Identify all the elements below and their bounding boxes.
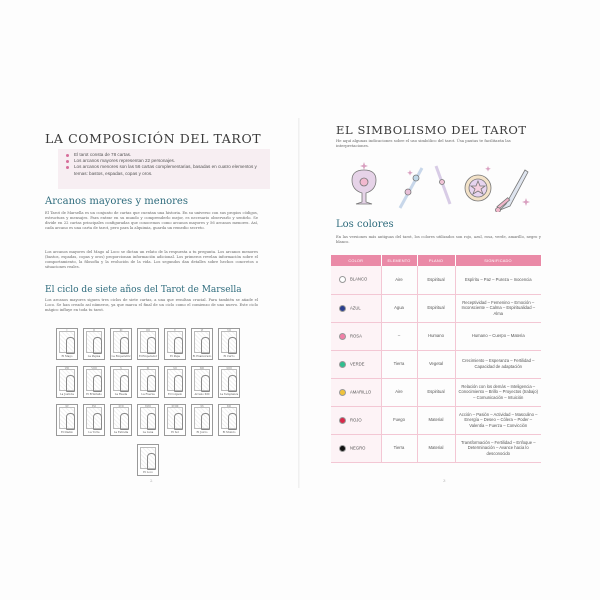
card-name: La Rueda [114, 392, 128, 396]
card-name: El Carro [223, 354, 235, 358]
coin-icon [465, 175, 491, 201]
intro-text: He aquí algunas indicaciones sobre el uso simbólico del tarot. Úsa pautas te facilitarán las interpretaciones. [336, 138, 511, 148]
card-illustration [167, 331, 183, 353]
elemento-cell: Aire [381, 266, 417, 294]
color-name: AZUL [350, 305, 361, 311]
tarot-card [137, 366, 159, 398]
card-illustration [59, 369, 75, 391]
color-cell [331, 350, 381, 378]
card-name: El Papa [170, 354, 180, 358]
card-illustration [221, 331, 237, 353]
card-illustration [113, 407, 129, 429]
significado-cell: Espíritu – Paz – Pureza – Inocencia [455, 266, 541, 294]
card-illustration [167, 407, 183, 429]
card-illustration [86, 331, 102, 353]
tarot-card [56, 404, 78, 436]
bullet-item: El tarot consta de 78 cartas. [66, 152, 262, 158]
tarot-card [191, 404, 213, 436]
card-name: La Templanza [219, 392, 239, 396]
table-row [331, 322, 541, 350]
card-illustration [113, 369, 129, 391]
card-name: El Colgado [167, 392, 183, 396]
card-illustration [86, 369, 102, 391]
section-heading-arcanos: Arcanos mayores y menores [45, 196, 188, 207]
card-name: La Justicia [60, 392, 74, 396]
paragraph: El Tarot de Marsella es un conjunto de cartas que cuentan una historia. En su universo con sus propios códigos, estructura y mensajes. Para entrar en su mundo y comprenderlo mejor, es necesario observarlo y sentirlo. Se divide en 22 cartas principales configuradas que conocemos como arcanos mayores y 56 arcanos menores. Así, cada arcano es una carta de tarot, pero para la alquimia, guarda un remedio secreto. [45, 211, 258, 230]
card-name: La Emperatriz [111, 354, 131, 358]
plano-cell: Humano [417, 322, 455, 350]
card-name: Arcano XIII [194, 392, 210, 396]
wand-icon [400, 168, 422, 208]
color-swatch-icon [339, 389, 346, 396]
colors-table [331, 255, 542, 463]
card-name: El Juicio [196, 430, 208, 434]
tarot-card [218, 328, 240, 360]
column-header: SIGNIFICADO [455, 255, 541, 266]
color-name: VERDE [350, 361, 365, 367]
column-header: PLANO [417, 255, 455, 266]
column-header: ELEMENTO [381, 255, 417, 266]
plano-cell: Vegetal [417, 350, 455, 378]
card-name: El Emperador [138, 354, 158, 358]
baton-icon [436, 166, 450, 204]
card-name: El Loco [143, 470, 153, 474]
card-name: El Mago [61, 354, 73, 358]
table-row [331, 350, 541, 378]
card-name: El Diablo [60, 430, 74, 434]
card-illustration [59, 407, 75, 429]
paragraph: Los arcanos mayores del Mago al Loco se dictan un relato de la respuesta a tu pregunta. Los arcanos menores (bastos, espadas, copas y oros) proporcionan información adicional. Los primeros revelan información sobre el comportamiento, la filosofía y la evolución de la vida. Los segundos dan detalles sobre hechos concretos o situaciones reales. [45, 250, 258, 269]
elemento-cell: Tierra [381, 434, 417, 462]
tarot-card [83, 328, 105, 360]
section-heading-colores: Los colores [336, 219, 394, 230]
section-heading-ciclo: El ciclo de siete años del Tarot de Marsella [45, 285, 242, 295]
bullet-item: Los arcanos mayores representan 22 personajes. [66, 158, 262, 164]
color-swatch-icon [339, 333, 346, 340]
color-name: BLANCO [350, 276, 368, 282]
paragraph: Los arcanos mayores siguen tres ciclos de siete cartas, a una que resultan crucial. Para también se añade el Loco. Se han creado así números, ya que marca el final de un ciclo como el comienzo de uno nuevo. Este ciclo mágico influye en toda tu tarot. [45, 298, 258, 312]
right-page-title: EL SIMBOLISMO DEL TAROT [336, 123, 527, 137]
tarot-card [164, 366, 186, 398]
card-illustration [140, 447, 156, 469]
tarot-symbols-illustration [350, 160, 540, 212]
tarot-card [83, 366, 105, 398]
plano-cell: Espiritual [417, 294, 455, 322]
color-cell [331, 294, 381, 322]
significado-cell: Acción – Pasión – Actividad – Masculino – Energía – Deseo – Cólera – Poder – Valentía – Fuerza – Convicción [455, 406, 541, 434]
plano-cell: Espiritual [417, 266, 455, 294]
color-name: NEGRO [350, 445, 366, 451]
table-row [331, 294, 541, 322]
card-illustration [140, 407, 156, 429]
page-number: 3 [443, 478, 446, 483]
color-swatch-icon [339, 417, 346, 424]
elemento-cell: Agua [381, 294, 417, 322]
card-illustration [86, 407, 102, 429]
tarot-card [191, 328, 213, 360]
color-cell [331, 378, 381, 406]
card-name: El Enamorado [192, 354, 212, 358]
color-cell [331, 434, 381, 462]
sword-icon [496, 170, 529, 212]
color-name: AMARILLO [350, 389, 372, 395]
color-name: ROJO [350, 417, 362, 423]
significado-cell: Humano – Cuerpo – Materia [455, 322, 541, 350]
color-cell [331, 406, 381, 434]
card-name: La Fuerza [141, 392, 155, 396]
color-cell [331, 266, 381, 294]
page-number: 2 [150, 478, 153, 483]
plano-cell: Material [417, 406, 455, 434]
table-header-row [331, 255, 541, 266]
table-row [331, 266, 541, 294]
color-swatch-icon [339, 445, 346, 452]
table-row [331, 434, 541, 462]
elemento-cell: – [381, 322, 417, 350]
card-illustration [221, 369, 237, 391]
cup-icon [352, 170, 376, 204]
tarot-card [56, 328, 78, 360]
elemento-cell: Fuego [381, 406, 417, 434]
sparkle-icon [360, 162, 530, 206]
table-row [331, 378, 541, 406]
card-name: La Torre [88, 430, 100, 434]
card-name: El Ermitaño [86, 392, 102, 396]
color-swatch-icon [339, 276, 346, 283]
card-illustration [113, 331, 129, 353]
summary-box [58, 149, 270, 189]
card-illustration [194, 331, 210, 353]
table-row [331, 406, 541, 434]
card-name: El Mundo [222, 430, 236, 434]
left-page-title: LA COMPOSICIÓN DEL TAROT [45, 131, 262, 146]
significado-cell: Transformación – Fertilidad – Enfoque – Determinación – Avance hacia lo desconocido [455, 434, 541, 462]
tarot-card [110, 404, 132, 436]
card-name: La Estrella [113, 430, 129, 434]
significado-cell: Relación con los demás – Inteligencia – Conocimiento – Brillo – Proyectos (trabajo) – Comunicación – Intuición [455, 378, 541, 406]
tarot-card [137, 444, 159, 476]
tarot-card [218, 404, 240, 436]
bullet-item: Los arcanos menores son las 56 cartas complementarias, basadas en cuatro elementos y temas: bastos, espadas, copas y oros. [66, 164, 262, 176]
color-name: ROSA [350, 333, 362, 339]
tarot-card [83, 404, 105, 436]
significado-cell: Receptividad – Femenino – Emoción – Inconsciente – Calma – Espiritualidad – Alma [455, 294, 541, 322]
card-illustration [140, 331, 156, 353]
tarot-card [56, 366, 78, 398]
card-name: La Luna [142, 430, 154, 434]
tarot-card [110, 328, 132, 360]
tarot-card [137, 404, 159, 436]
color-swatch-icon [339, 305, 346, 312]
plano-cell: Material [417, 434, 455, 462]
tarot-card [137, 328, 159, 360]
card-name: La Papisa [87, 354, 101, 358]
card-illustration [140, 369, 156, 391]
tarot-card [191, 366, 213, 398]
paragraph: En las versiones más antiguas del tarot, los colores utilizados son rojo, azul, rosa, verde, amarillo, negro y blanco. [336, 235, 541, 244]
plano-cell: Espiritual [417, 378, 455, 406]
card-illustration [59, 331, 75, 353]
color-swatch-icon [339, 361, 346, 368]
color-cell [331, 322, 381, 350]
significado-cell: Crecimiento – Esperanza – Fertilidad – Capacidad de adaptación [455, 350, 541, 378]
elemento-cell: Aire [381, 378, 417, 406]
card-illustration [221, 407, 237, 429]
tarot-card [110, 366, 132, 398]
tarot-card [164, 328, 186, 360]
elemento-cell: Tierra [381, 350, 417, 378]
card-name: El Sol [171, 430, 179, 434]
card-illustration [167, 369, 183, 391]
card-illustration [194, 369, 210, 391]
tarot-card [218, 366, 240, 398]
column-header: COLOR [331, 255, 381, 266]
tarot-card [164, 404, 186, 436]
card-illustration [194, 407, 210, 429]
